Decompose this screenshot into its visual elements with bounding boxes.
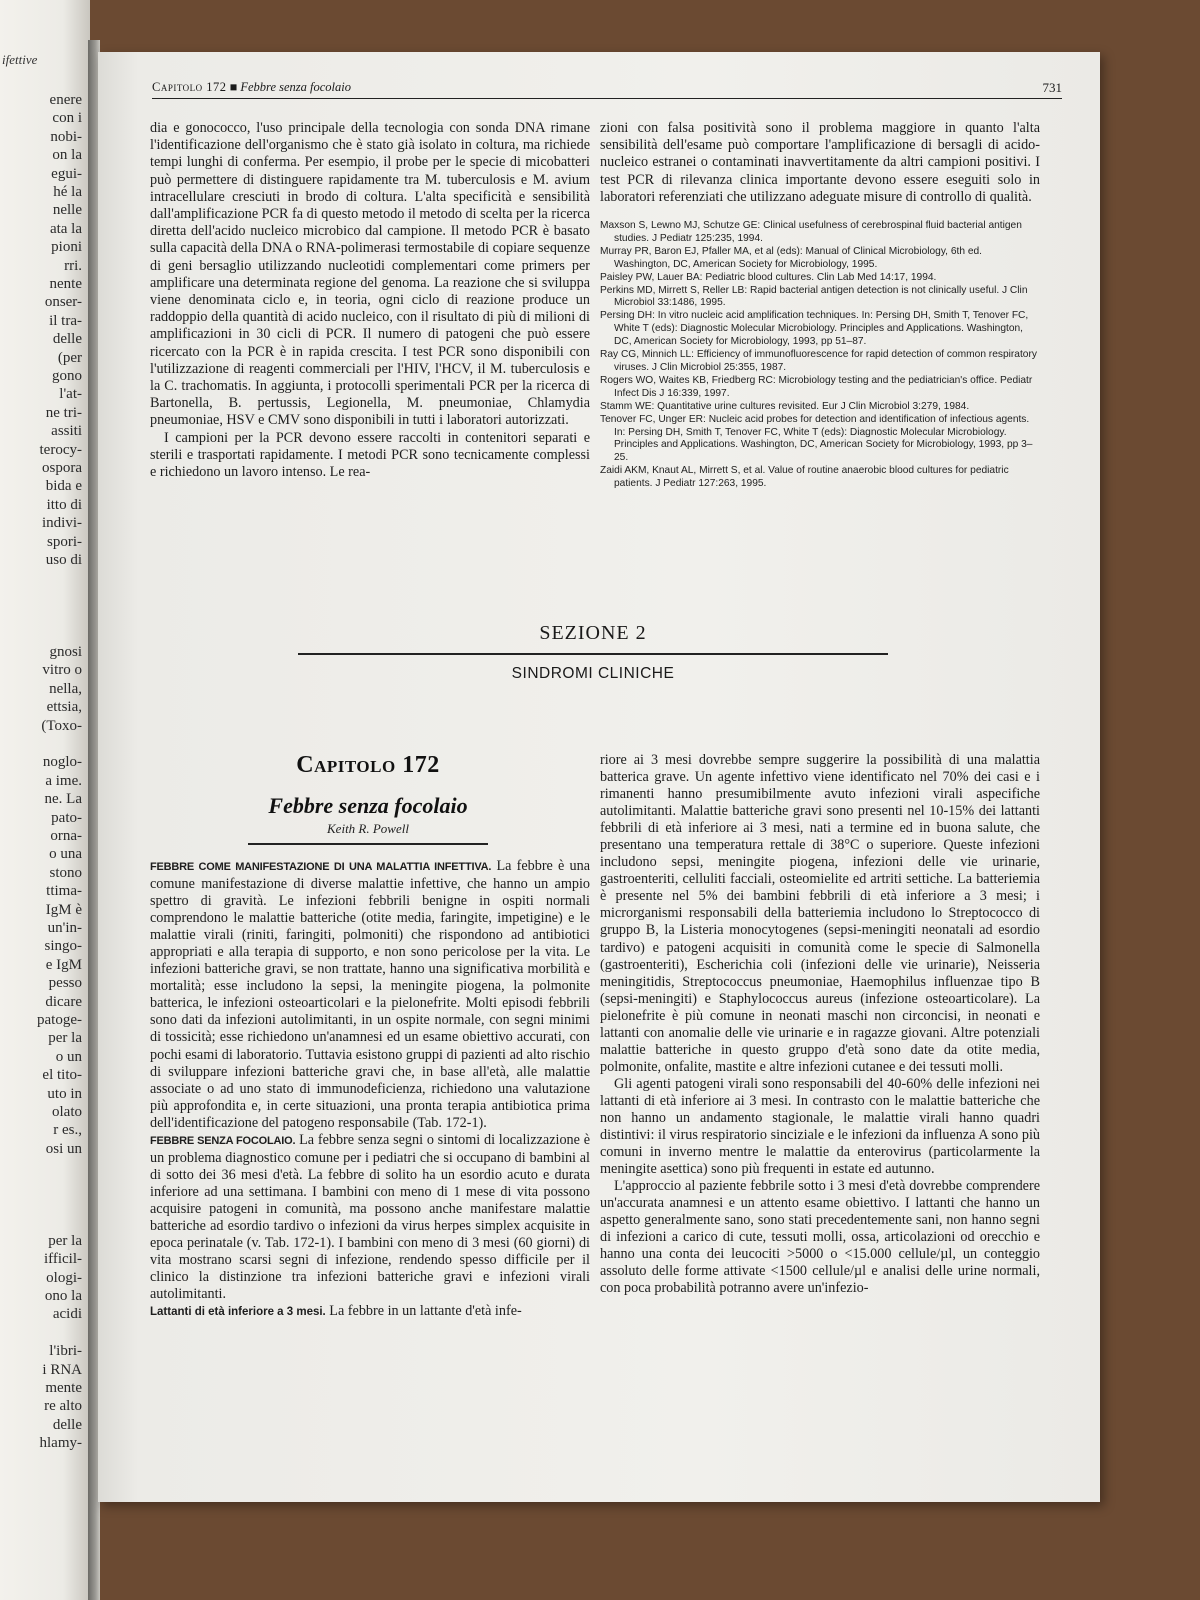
references-list [600, 220, 1040, 491]
running-head-title: Febbre senza focolaio [240, 80, 351, 94]
left-page-line: mente [45, 1380, 82, 1396]
reference-item: Perkins MD, Mirrett S, Reller LB: Rapid bacterial antigen detection is not clinically useful. J Clin Microbiol 33:1486, 1995. [600, 284, 1028, 309]
reference-item: Stamm WE: Quantitative urine cultures revisited. Eur J Clin Microbiol 3:279, 1984. [600, 400, 970, 412]
left-page-line: ttima- [46, 883, 82, 900]
paragraph-text: La febbre è una comune manifestazione di diverse malattie infettive, che hanno un ampio spettro di gravità. Le infezioni febbrili benigne in ospiti normali comprendono le malattie batteriche (otite media, faringite, impetigine) e le malattie virali (riniti, faringiti, polmoniti) che rispondono ad antibiotici appropriati e alla terapia di supporto, e non sono pericolose per la vita. Le infezioni batteriche gravi, se non trattate, hanno una significativa morbilità e mortalità; esse includono la sepsi, la meningite piogena, la polmonite batterica, le infezioni osteoarticolari e la pielonefrite. Molti episodi febbrili sono dati da infezioni autolimitanti, in un ospite normale, con segni minimi di tossicità; esse richiedono un'anamnesi ed un esame obiettivo accurati, con pochi esami di laboratorio. Tuttavia esistono gruppi di pazienti ad alto rischio di sviluppare infezioni batteriche gravi che, in base all'età, alle malattie associate o ad uno stato di immunodeficienza, richiedono una valutazione più approfondita e, in certe situazioni, una pronta terapia antibiotica prima dell'identificazione del patogeno responsabile (Tab. 172-1). [150, 858, 590, 1131]
left-page-line: spori- [47, 533, 82, 550]
left-page-line: egui- [51, 165, 82, 182]
left-page-line: per la [48, 1030, 82, 1047]
left-page-line: a ime. [45, 772, 82, 789]
left-page-line: hé la [53, 184, 82, 200]
left-page-line: delle [52, 331, 82, 348]
left-facing-page [0, 0, 90, 1600]
subheading: Lattanti di età inferiore a 3 mesi. [150, 1306, 326, 1319]
left-page-line: pato- [51, 809, 82, 826]
section-rule [298, 653, 888, 655]
left-page-line: vitro o [42, 662, 82, 679]
paragraph: zioni con falsa positività sono il problema maggiore in quanto l'alta sensibilità dell'esame può comportare l'amplificazione di bersagli di acido-nucleico estranei o contaminati inavvertitamente da altri campioni positivi. I test PCR di rilevanza clinica importante devono essere eseguiti solo in laboratori referenziati che utilizzano adeguate misure di controllo di qualità. [600, 120, 1040, 205]
subheading: FEBBRE SENZA FOCOLAIO. [150, 1134, 296, 1147]
left-page-line: ne. La [44, 791, 82, 808]
left-page-line: un'in- [47, 920, 82, 936]
paragraph: L'approccio al paziente febbrile sotto i 3 mesi d'età dovrebbe comprendere un'accurata anamnesi e un attento esame obiettivo. I lattanti che hanno un aspetto generalmente sano, sono stati precedentemente sani, non hanno segni di infezioni a carico di cute, tessuti molli, ossa, articolazioni od orecchio e hanno una conta dei leucociti >5000 o <15.000 cellule/µl, un conteggio assoluto delle forme attivate <1500 cellule/µl e analisi delle urine normali, con poca probabilità potranno avere un'infezio- [600, 1178, 1040, 1297]
section-subtitle: SINDROMI CLINICHE [511, 664, 675, 682]
left-page-line: hlamy- [39, 1435, 82, 1452]
left-page-line: pesso [48, 975, 82, 992]
left-page-line: ospora [42, 460, 82, 476]
left-page-line: il tra- [49, 312, 82, 329]
chapter-rule [248, 843, 488, 845]
left-page-line: terocy- [39, 441, 82, 458]
running-head-left [152, 80, 351, 95]
left-page-line: ata la [49, 220, 82, 237]
reference-item: Murray PR, Baron EJ, Pfaller MA, et al (eds): Manual of Clinical Microbiology, 6th ed. Washington, DC, American Society for Microbiology, 1995. [600, 245, 982, 270]
left-page-line: ne tri- [45, 404, 82, 421]
left-page-line: gnosi [49, 644, 82, 660]
left-page-line: per la [48, 1232, 82, 1249]
left-page-line: nelle [52, 202, 82, 219]
left-page-line: pioni [51, 239, 82, 256]
left-page-line: nella, [49, 680, 82, 697]
paragraph: I campioni per la PCR devono essere raccolti in contenitori separati e sterili e trasportati rapidamente. I metodi PCR sono tecnicamente complessi e richiedono un lavoro intenso. Le rea- [150, 429, 590, 481]
book-page [98, 52, 1100, 1502]
left-page-line: ologi- [46, 1269, 82, 1286]
running-head-chapter: Capitolo 172 [152, 80, 227, 94]
top-right-column [600, 120, 1040, 491]
left-page-line: acidi [52, 1306, 82, 1323]
left-page-line: osi un [45, 1140, 82, 1157]
left-page-line: uto in [47, 1085, 82, 1102]
subheading: FEBBRE COME MANIFESTAZIONE DI UNA MALATTIA INFETTIVA. [150, 861, 492, 873]
paragraph-text: La febbre senza segni o sintomi di localizzazione è un problema diagnostico comune per i pediatri che si occupano di bambini al di sotto dei 36 mesi d'età. La febbre di solito ha un esordio acuto e durata inferiore ad una settimana. I bambini con meno di 1 mese di vita possono acquisire patogeni in comunità, ma possono anche manifestare malattie batteriche ad esordio tardivo o infezioni da virus herpes simplex acquisite in epoca perinatale (v. Tab. 172-1). I bambini con meno di 3 mesi (60 giorni) di vita mostrano scarsi segni di infezione, rendendo spesso difficile per il clinico la distinzione tra infezioni batteriche gravi e infezioni virali autolimitanti. [150, 1131, 590, 1303]
left-page-line: enere [49, 92, 82, 108]
left-page-line: orna- [50, 828, 82, 844]
paragraph [150, 858, 590, 1132]
left-page-line: r es., [53, 1122, 82, 1139]
top-left-column [150, 120, 590, 481]
chapter-heading [158, 752, 578, 845]
paragraph [150, 1303, 590, 1321]
left-page-header: ifettive [2, 52, 38, 67]
left-page-line: o un [55, 1048, 82, 1065]
reference-item: Persing DH: In vitro nucleic acid amplification techniques. In: Persing DH, Smith T, Tenover FC, White T (eds): Diagnostic Molecular Microbiology. Principles and Applications. Washington, DC, American Society for Microbiology, 1993, pp 51–87. [600, 310, 1029, 348]
left-page-line: ifficil- [43, 1251, 82, 1268]
left-page-line: uso di [45, 552, 82, 568]
left-page-line: gono [52, 368, 82, 384]
left-page-line: indivi- [42, 515, 82, 532]
left-page-line: (per [57, 349, 82, 366]
reference-item: Tenover FC, Unger ER: Nucleic acid probes for detection and identification of infectious agents. In: Persing DH, Smith T, Tenover FC, White T (eds): Diagnostic Molecular Microbiology. Principles and Applications. Washington, DC, American Society for Microbiology, 1993, pp 3–25. [600, 413, 1033, 464]
chapter-number: Capitolo 172 [296, 752, 440, 778]
reference-item: Paisley PW, Lauer BA: Pediatric blood cultures. Clin Lab Med 14:17, 1994. [600, 271, 937, 283]
left-page-line: l'at- [59, 386, 82, 403]
left-page-line: el tito- [42, 1067, 82, 1084]
paragraph [150, 1132, 590, 1303]
left-page-line: patoge- [37, 1012, 82, 1028]
left-page-line: IgM è [45, 901, 82, 918]
left-page-line: o una [49, 846, 82, 863]
paragraph: dia e gonococco, l'uso principale della tecnologia con sonda DNA rimane l'identificazione dell'organismo che è stato già isolato in coltura, ma richiede tempi lunghi di conferma. Per esempio, il probe per le specie di micobatteri può permettere di distinguere rapidamente tra M. tuberculosis e M. avium intracellulare cresciuti in brodo di coltura. L'alta specificità e sensibilità dall'amplificazione PCR fa di questo metodo il metodo di scelta per la ricerca diretta dell'acido nucleico microbico dal campione. Il metodo PCR è basato sulla capacità della DNA o RNA-polimerasi termostabile di copiare sequenze di geni bersaglio utilizzando nucleotidi complementari come primers per amplificare una determinata regione del genoma. La reazione che si sviluppa viene denominata ciclo e, in teoria, ogni ciclo di reazione produce un raddoppio della quantità di acido nucleico, con il risultato di più di milioni di amplificazioni in 30 cicli di PCR. Il numero di patogeni che può essere ricercato con la PCR è in rapida crescita. I test PCR sono disponibili con l'utilizzazione di reagenti commerciali per l'HIV, l'HCV, il M. tuberculosis e la C. trachomatis. In aggiunta, i protocolli sperimentali PCR per la ricerca di Bartonella, B. pertussis, Legionella, M. pneumoniae, Chlamydia pneumoniae, HSV e CMV sono disponibili in tutti i laboratori autorizzati. [150, 120, 590, 429]
chapter-title: Febbre senza focolaio [268, 793, 468, 818]
chapter-author: Keith R. Powell [327, 821, 409, 836]
left-page-line: bida e [45, 478, 82, 495]
running-head-separator: ■ [229, 80, 238, 94]
left-page-line: nobi- [50, 128, 82, 145]
left-page-line: i RNA [42, 1361, 82, 1378]
left-page-line: nente [49, 276, 82, 292]
section-title: SEZIONE 2 [539, 622, 647, 644]
left-page-line: olato [52, 1104, 82, 1120]
left-page-line: dicare [45, 993, 82, 1010]
paragraph: Gli agenti patogeni virali sono responsabili del 40-60% delle infezioni nei lattanti di età inferiore ai 3 mesi. In contrasto con le malattie batteriche che non hanno un andamento stagionale, le malattie virali hanno quadri distintivi: il virus respiratorio sinciziale e le infezioni da influenza A sono più comuni in inverno mentre le malattie da enterovirus (particolarmente la meningite asettica) sono più frequenti in estate ed autunno. [600, 1075, 1040, 1178]
reference-item: Maxson S, Lewno MJ, Schutze GE: Clinical usefulness of cerebrospinal fluid bacterial antigen studies. J Pediatr 125:235, 1994. [600, 220, 1022, 244]
paragraph: riore ai 3 mesi dovrebbe sempre suggerire la possibilità di una malattia batterica grave. Un agente infettivo viene identificato nel 70% dei casi e i rimanenti hanno presumibilmente avuto infezioni virali aspecifiche autolimitanti. Malattie batteriche gravi sono presenti nel 10-15% dei lattanti febbrili di età inferiore ai 3 mesi, nati a termine ed in buona salute, che presentano una temperatura rettale di 38°C o superiore. Queste infezioni includono sepsi, meningite piogena, infezioni delle vie urinarie, gastroenteriti, celluliti facciali, osteomielite ed artriti settiche. La batteriemia è presente nel 5% dei bambini febbrili di età inferiore a 3 mesi; i microrganismi responsabili della batteriemia includono lo Streptococco di gruppo B, la Listeria monocytogenes (sepsi-meningiti neonatali ad esordio tardivo) e patogeni acquisiti in comunità come le specie di Salmonella (gastroenteriti), Escherichia coli (infezioni delle vie urinarie), Neisseria meningitidis, Streptococcus pneumoniae, Haemophilus influenzae tipo B (sepsi-meningiti) e Staphylococcus aureus (infezione osteoarticolare). La pielonefrite è più comune in neonati maschi non circoncisi, in neonati e lattanti con anomalie delle vie urinarie e in ragazze giovani. Altre potenziali malattie batteriche in questo gruppo d'età sono date da otite media, polmonite, onfalite, mastite e altre infezioni cutanee e dei tessuti molli. [600, 752, 1040, 1075]
reference-item: Zaidi AKM, Knaut AL, Mirrett S, et al. Value of routine anaerobic blood cultures for pediatric patients. J Pediatr 127:263, 1995. [600, 465, 1009, 490]
left-page-line: delle [52, 1416, 82, 1433]
left-page-line: stono [49, 864, 82, 881]
section-header [298, 622, 888, 683]
left-page-line: re alto [44, 1398, 82, 1415]
reference-item: Rogers WO, Waites KB, Friedberg RC: Microbiology testing and the pediatrician's office. Pediatr Infect Dis J 16:339, 1997. [600, 374, 1033, 399]
left-page-line: e IgM [45, 956, 82, 973]
left-page-line: l'ibri- [49, 1343, 82, 1360]
left-page-line: onser- [44, 294, 82, 311]
bottom-right-column [600, 752, 1040, 1298]
left-page-line: rri. [64, 257, 82, 274]
left-page-line: noglo- [42, 754, 82, 771]
left-page-line: ono la [44, 1288, 82, 1304]
left-page-line: ettsia, [46, 699, 82, 716]
page-number: 731 [1042, 80, 1062, 95]
paragraph-text: La febbre in un lattante d'età infe- [325, 1303, 522, 1320]
left-page-line: con i [52, 110, 82, 127]
left-page-line: (Toxo- [41, 717, 82, 734]
left-page-line: assiti [51, 423, 82, 440]
running-head [152, 78, 1062, 99]
bottom-left-column [150, 858, 590, 1321]
left-page-line: itto di [46, 496, 82, 513]
left-page-line: on la [52, 147, 82, 164]
left-page-line: singo- [44, 938, 82, 955]
reference-item: Ray CG, Minnich LL: Efficiency of immunofluorescence for rapid detection of common respiratory viruses. J Clin Microbiol 25:355, 1987. [600, 349, 1037, 373]
